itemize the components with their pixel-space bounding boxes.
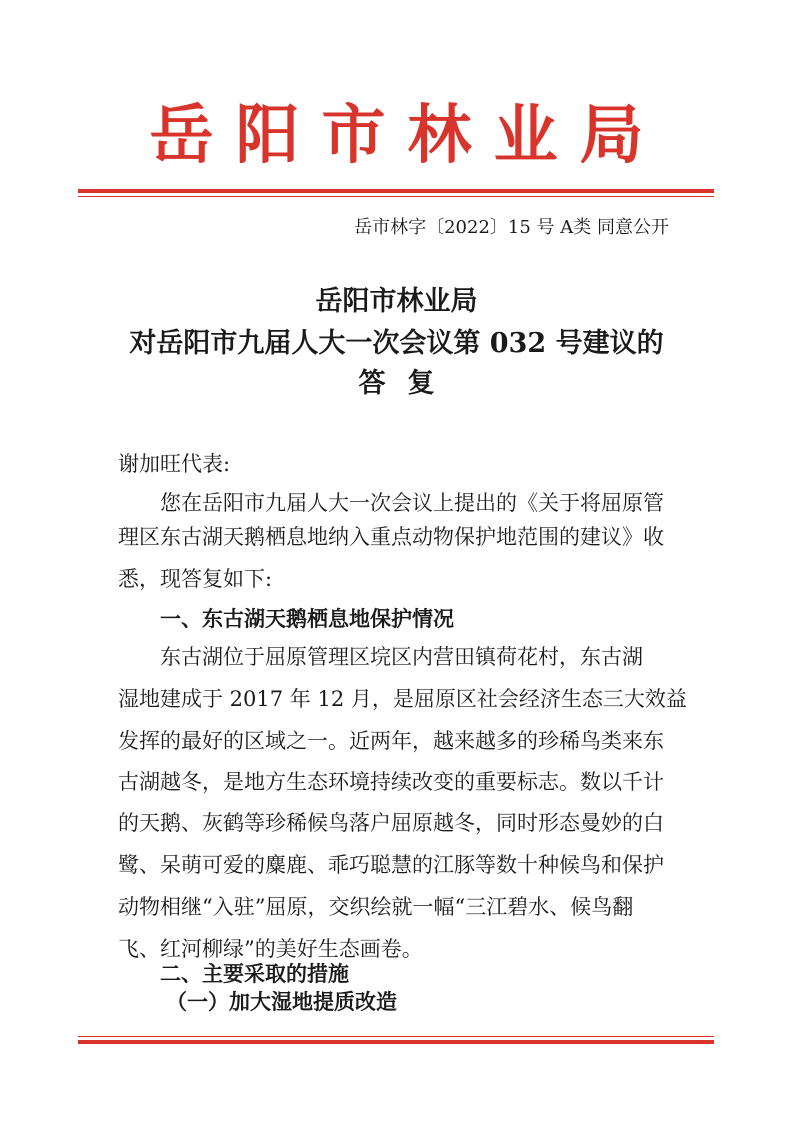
paragraph1-line: 悉，现答复如下: [118,567,273,591]
title-line-subject: 对岳阳市九届人大一次会议第 032 号建议的 [129,328,664,359]
footer-rule-thick [78,1040,714,1044]
paragraph2-line: 鹭、呆萌可爱的麋鹿、乖巧聪慧的江豚等数十种候鸟和保护 [118,853,664,877]
paragraph2-line: 的天鹅、灰鹤等珍稀候鸟落户屈原越冬，同时形态曼妙的白 [118,811,664,835]
footer-rule-thin [78,1036,714,1037]
paragraph1-line: 理区东古湖天鹅栖息地纳入重点动物保护地范围的建议》收 [118,525,664,549]
subsection-heading-1: （一）加大湿地提质改造 [166,989,397,1014]
section-heading-1: 一、东古湖天鹅栖息地保护情况 [160,607,454,631]
paragraph2-line: 动物相继“入驻”屈原，交织绘就一幅“三江碧水、候鸟翻 [118,895,634,919]
paragraph1-line: 您在岳阳市九届人大一次会议上提出的《关于将屈原管 [160,491,664,515]
paragraph2-line: 古湖越冬，是地方生态环境持续改变的重要标志。数以千计 [118,770,664,794]
paragraph2-line: 发挥的最好的区域之一。近两年，越来越多的珍稀鸟类来东 [118,729,664,753]
section-heading-2: 二、主要采取的措施 [160,962,349,986]
paragraph2-line: 东古湖位于屈原管理区垸区内营田镇荷花村，东古湖 [160,645,643,669]
masthead-rule-thick [78,189,714,193]
document-number: 岳市林字〔2022〕15 号 A类 同意公开 [354,217,669,238]
masthead-agency-name: 岳阳市林业局 [149,99,666,173]
title-line-reply: 答复 [358,368,457,399]
title-line-agency: 岳阳市林业局 [315,286,478,317]
salutation: 谢加旺代表: [118,452,231,476]
paragraph2-line: 湿地建成于 2017 年 12 月，是屈原区社会经济生态三大效益 [118,687,687,711]
paragraph2-line: 飞、红河柳绿”的美好生态画卷。 [118,937,423,961]
masthead-rule-thin [78,196,714,197]
